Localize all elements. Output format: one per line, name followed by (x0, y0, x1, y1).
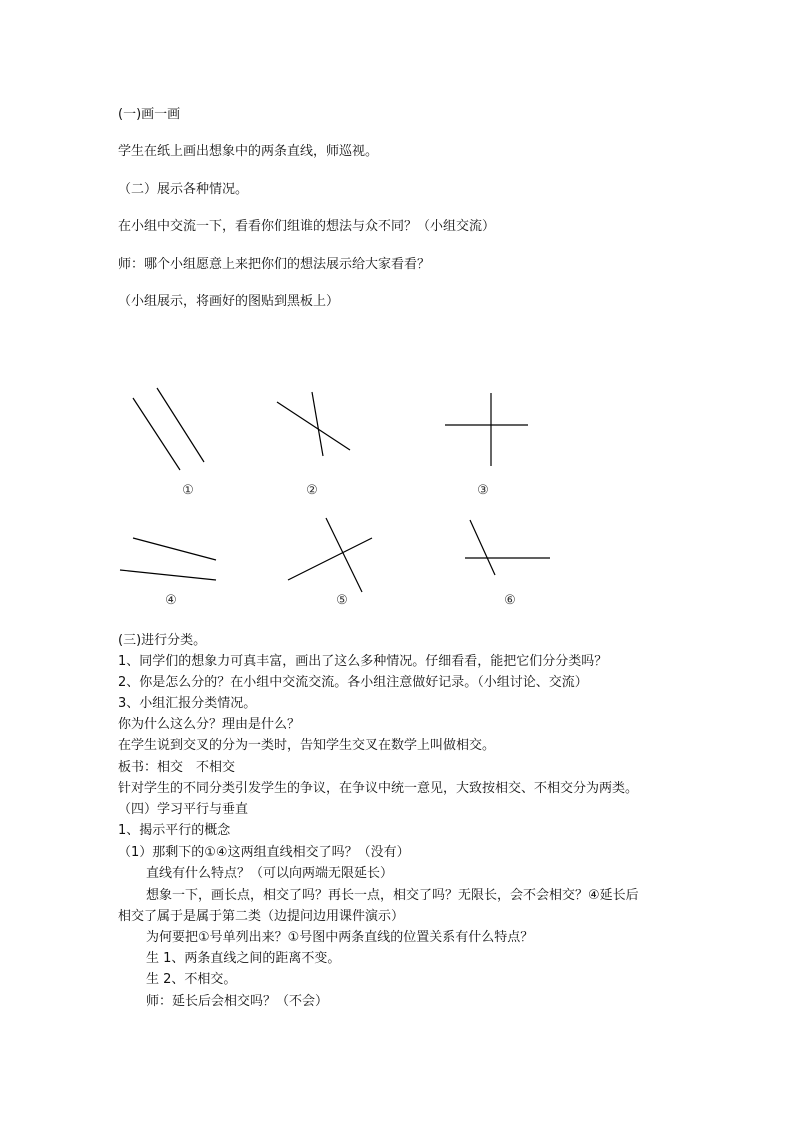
paragraph: 1、同学们的想象力可真丰富，画出了这么多种情况。仔细看看，能把它们分分类吗？ (118, 654, 608, 669)
figure-1-lines (133, 388, 204, 470)
paragraph: 师：延长后会相交吗？（不会） (146, 994, 329, 1009)
figure-3-lines (445, 393, 528, 466)
figure-6-lines (465, 520, 550, 575)
paragraph: 生 1、两条直线之间的距离不变。 (146, 951, 341, 966)
paragraph: 在学生说到交叉的分为一类时，告知学生交叉在数学上叫做相交。 (118, 738, 496, 753)
paragraph: 为何要把①号单列出来？①号图中两条直线的位置关系有什么特点？ (146, 930, 534, 945)
paragraph: 学生在纸上画出想象中的两条直线，师巡视。 (118, 144, 379, 159)
figure-label: ④ (165, 593, 177, 608)
paragraph: 生 2、不相交。 (146, 972, 237, 987)
board-note: 板书：相交 不相交 (118, 760, 236, 775)
paragraph: 你为什么这么分？理由是什么？ (118, 717, 301, 732)
figure-5-lines (288, 518, 372, 592)
figure-label: ② (306, 483, 318, 498)
paragraph: 3、小组汇报分类情况。 (118, 696, 257, 711)
paragraph: 直线有什么特点？（可以向两端无限延长） (146, 866, 394, 881)
figure-label: ⑥ (504, 593, 516, 608)
paragraph: 想象一下，画长点，相交了吗？再长一点，相交了吗？无限长，会不会相交？④延长后 (146, 888, 639, 903)
figure-4-lines (120, 538, 216, 580)
figure-2-lines (277, 392, 350, 456)
section-heading-parallel: （四）学习平行与垂直 (118, 802, 249, 817)
paragraph: 师：哪个小组愿意上来把你们的想法展示给大家看看？ (118, 257, 431, 272)
figure-label: ⑤ (336, 593, 348, 608)
paragraph: （1）那剩下的①④这两组直线相交了吗？（没有） (118, 845, 410, 860)
paragraph: 2、你是怎么分的？在小组中交流交流。各小组注意做好记录。（小组讨论、交流） (118, 675, 588, 690)
paragraph: （小组展示，将画好的图贴到黑板上） (118, 294, 340, 309)
paragraph: 相交了属于是属于第二类（边提问边用课件演示） (118, 909, 405, 924)
section-heading-show: （二）展示各种情况。 (118, 182, 249, 197)
figure-label: ③ (477, 483, 489, 498)
line-pairs-figure (100, 370, 570, 610)
section-heading-classify: (三)进行分类。 (118, 633, 207, 648)
figure-label: ① (182, 483, 194, 498)
paragraph: 针对学生的不同分类引发学生的争议，在争议中统一意见，大致按相交、不相交分为两类。 (118, 781, 639, 796)
paragraph: 1、揭示平行的概念 (118, 823, 231, 838)
paragraph: 在小组中交流一下，看看你们组谁的想法与众不同？（小组交流） (118, 219, 496, 234)
section-heading-draw: (一)画一画 (118, 107, 181, 122)
